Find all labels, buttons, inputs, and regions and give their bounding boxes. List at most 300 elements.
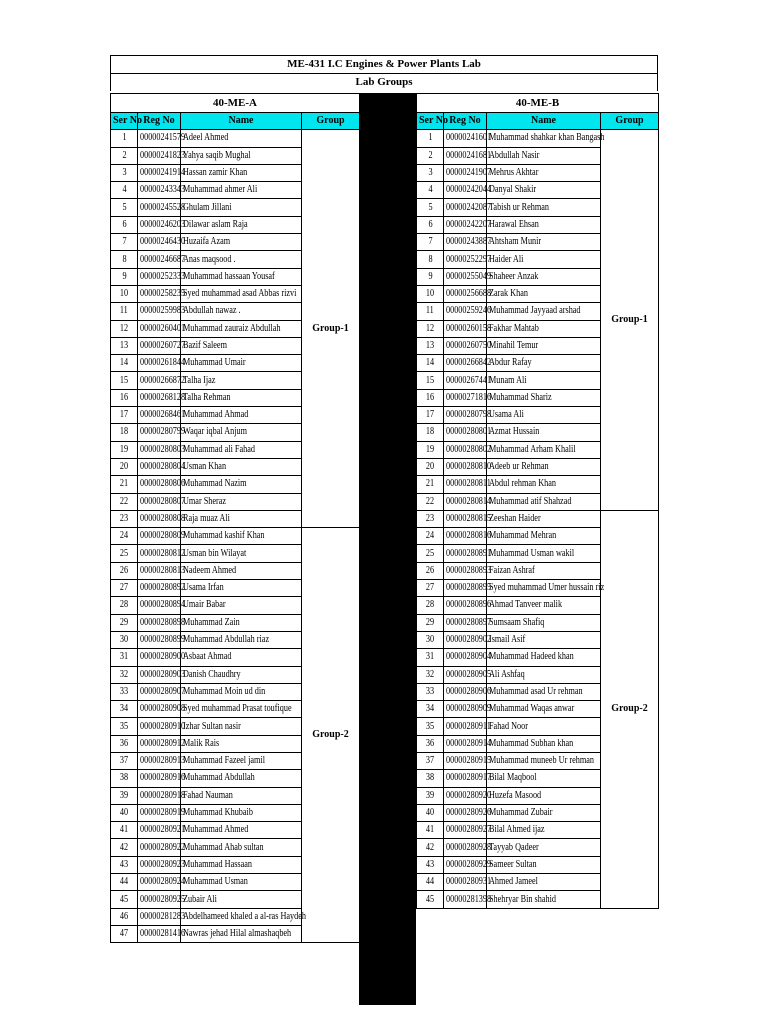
- serial-number: 41: [111, 822, 138, 839]
- serial-number: 42: [111, 839, 138, 856]
- column-header-group: Group: [601, 113, 659, 130]
- student-name: Muhammad ahmer Ali: [181, 182, 302, 199]
- serial-number: 17: [417, 407, 444, 424]
- serial-number: 32: [111, 666, 138, 683]
- serial-number: 21: [417, 476, 444, 493]
- reg-number: 00000243343: [138, 182, 181, 199]
- student-name: Huzaifa Azam: [181, 234, 302, 251]
- student-name: Fahad Noor: [487, 718, 601, 735]
- student-name: Muhammad zauraiz Abdullah: [181, 320, 302, 337]
- reg-number: 00000280907: [138, 683, 181, 700]
- student-name: Muhammad Abdullah riaz: [181, 631, 302, 648]
- reg-number: 00000266842: [444, 355, 487, 372]
- student-name: Huzefa Masood: [487, 787, 601, 804]
- serial-number: 16: [417, 389, 444, 406]
- column-header-ser-no: Ser No: [417, 113, 444, 130]
- student-name: Harawal Ehsan: [487, 216, 601, 233]
- serial-number: 35: [417, 718, 444, 735]
- student-name: Usman Khan: [181, 458, 302, 475]
- serial-number: 34: [417, 701, 444, 718]
- column-header-name: Name: [181, 113, 302, 130]
- serial-number: 5: [111, 199, 138, 216]
- student-name: Bilal Ahmed ijaz: [487, 822, 601, 839]
- student-name: Muhammad atif Shahzad: [487, 493, 601, 510]
- student-name: Asbaat Ahmad: [181, 649, 302, 666]
- student-name: Syed muhammad Umer hussain riz: [487, 580, 601, 597]
- serial-number: 11: [417, 303, 444, 320]
- reg-number: 00000246430: [138, 234, 181, 251]
- reg-number: 00000280812: [138, 545, 181, 562]
- student-name: Zubair Ali: [181, 891, 302, 908]
- column-header-reg-no: Reg No: [138, 113, 181, 130]
- student-name: Shehryar Bin shahid: [487, 891, 601, 908]
- reg-number: 00000280925: [138, 891, 181, 908]
- student-name: Muhammad Waqas anwar: [487, 701, 601, 718]
- serial-number: 44: [417, 874, 444, 891]
- student-name: Shaheer Anzak: [487, 268, 601, 285]
- student-name: Hassan zamir Khan: [181, 164, 302, 181]
- student-name: Muhammad Moin ud din: [181, 683, 302, 700]
- serial-number: 4: [111, 182, 138, 199]
- reg-number: 00000280921: [138, 822, 181, 839]
- student-name: Ismail Asif: [487, 631, 601, 648]
- reg-number: 00000280923: [138, 856, 181, 873]
- serial-number: 43: [417, 856, 444, 873]
- serial-number: 46: [111, 908, 138, 925]
- serial-number: 25: [417, 545, 444, 562]
- reg-number: 00000260727: [138, 337, 181, 354]
- student-name: Muhammad Zain: [181, 614, 302, 631]
- reg-number: 00000255049: [444, 268, 487, 285]
- reg-number: 00000280806: [138, 476, 181, 493]
- student-name: Malik Rais: [181, 735, 302, 752]
- reg-number: 00000280899: [138, 631, 181, 648]
- student-name: Ahtsham Munir: [487, 234, 601, 251]
- document-subtitle: Lab Groups: [355, 76, 413, 88]
- reg-number: 00000280911: [444, 718, 487, 735]
- student-name: Muhammad Jayyaad arshad: [487, 303, 601, 320]
- student-name: Nadeem Ahmed: [181, 562, 302, 579]
- serial-number: 36: [111, 735, 138, 752]
- reg-number: 00000280900: [138, 649, 181, 666]
- serial-number: 29: [111, 614, 138, 631]
- student-name: Muhammad Abdullah: [181, 770, 302, 787]
- student-name: Waqar iqbal Anjum: [181, 424, 302, 441]
- reg-number: 00000280931: [444, 874, 487, 891]
- serial-number: 39: [111, 787, 138, 804]
- student-name: Anas maqsood .: [181, 251, 302, 268]
- subtitle-row: [110, 73, 658, 91]
- reg-number: 00000280913: [138, 752, 181, 769]
- column-header-ser-no: Ser No: [111, 113, 138, 130]
- section-table-40-me-b: [416, 93, 659, 909]
- table-row: [111, 528, 360, 545]
- reg-number: 00000267441: [444, 372, 487, 389]
- serial-number: 45: [417, 891, 444, 908]
- student-name: Haider Ali: [487, 251, 601, 268]
- student-name: Abdelhameed khaled a al-ras Haydeh: [181, 908, 302, 925]
- student-name: Muhammad Ahmad: [181, 407, 302, 424]
- serial-number: 14: [417, 355, 444, 372]
- student-name: Usman bin Wilayat: [181, 545, 302, 562]
- serial-number: 2: [417, 147, 444, 164]
- serial-number: 47: [111, 925, 138, 942]
- table-row: [417, 510, 659, 527]
- student-name: Fakhar Mahtab: [487, 320, 601, 337]
- serial-number: 37: [111, 752, 138, 769]
- reg-number: 00000280804: [138, 458, 181, 475]
- student-name: Munam Ali: [487, 372, 601, 389]
- reg-number: 00000260750: [444, 337, 487, 354]
- student-name: Syed muhammad asad Abbas rizvi: [181, 285, 302, 302]
- reg-number: 00000268461: [138, 407, 181, 424]
- serial-number: 8: [111, 251, 138, 268]
- reg-number: 00000242087: [444, 199, 487, 216]
- reg-number: 00000280891: [444, 545, 487, 562]
- column-header-name: Name: [487, 113, 601, 130]
- student-name: Izhar Sultan nasir: [181, 718, 302, 735]
- reg-number: 00000242207: [444, 216, 487, 233]
- serial-number: 28: [417, 597, 444, 614]
- serial-number: 45: [111, 891, 138, 908]
- student-name: Adeel Ahmed: [181, 130, 302, 147]
- group-label: Group-1: [601, 130, 659, 511]
- serial-number: 2: [111, 147, 138, 164]
- reg-number: 00000281283: [138, 908, 181, 925]
- serial-number: 31: [111, 649, 138, 666]
- serial-number: 7: [417, 234, 444, 251]
- reg-number: 00000252333: [138, 268, 181, 285]
- student-name: Danyal Shakir: [487, 182, 601, 199]
- serial-number: 11: [111, 303, 138, 320]
- student-name: Nawras jehad Hilal almashaqbeh: [181, 925, 302, 942]
- student-name: Talha Rehman: [181, 389, 302, 406]
- serial-number: 34: [111, 701, 138, 718]
- table-row: [111, 130, 360, 147]
- reg-number: 00000280912: [138, 735, 181, 752]
- reg-number: 00000280926: [444, 804, 487, 821]
- student-name: Muhammad muneeb Ur rehman: [487, 752, 601, 769]
- reg-number: 00000259246: [444, 303, 487, 320]
- reg-number: 00000280928: [444, 839, 487, 856]
- column-header-group: Group: [302, 113, 360, 130]
- reg-number: 00000241914: [138, 164, 181, 181]
- reg-number: 00000280903: [138, 666, 181, 683]
- section-title: 40-ME-A: [111, 94, 360, 113]
- student-name: Muhammad ali Fahad: [181, 441, 302, 458]
- reg-number: 00000258235: [138, 285, 181, 302]
- student-name: Ahmad Tanveer malik: [487, 597, 601, 614]
- reg-number: 00000246687: [138, 251, 181, 268]
- student-name: Muhammad kashif Khan: [181, 528, 302, 545]
- reg-number: 00000280914: [444, 735, 487, 752]
- reg-number: 00000280915: [444, 752, 487, 769]
- serial-number: 38: [417, 770, 444, 787]
- reg-number: 00000281398: [444, 891, 487, 908]
- serial-number: 24: [111, 528, 138, 545]
- student-name: Faizan Ashraf: [487, 562, 601, 579]
- reg-number: 00000280810: [444, 458, 487, 475]
- reg-number: 00000245528: [138, 199, 181, 216]
- student-name: Usama Irfan: [181, 580, 302, 597]
- serial-number: 29: [417, 614, 444, 631]
- serial-number: 30: [111, 631, 138, 648]
- serial-number: 30: [417, 631, 444, 648]
- student-name: Abdullah Nasir: [487, 147, 601, 164]
- section-table-40-me-a: [110, 93, 360, 943]
- serial-number: 38: [111, 770, 138, 787]
- student-name: Muhammad Zubair: [487, 804, 601, 821]
- reg-number: 00000280909: [444, 701, 487, 718]
- serial-number: 1: [111, 130, 138, 147]
- serial-number: 31: [417, 649, 444, 666]
- serial-number: 8: [417, 251, 444, 268]
- reg-number: 00000280799: [138, 424, 181, 441]
- reg-number: 00000268128: [138, 389, 181, 406]
- reg-number: 00000260158: [444, 320, 487, 337]
- serial-number: 13: [417, 337, 444, 354]
- student-name: Talha Ijaz: [181, 372, 302, 389]
- student-name: Muhammad Umair: [181, 355, 302, 372]
- reg-number: 00000280922: [138, 839, 181, 856]
- student-name: Adeeb ur Rehman: [487, 458, 601, 475]
- reg-number: 00000280902: [444, 631, 487, 648]
- serial-number: 32: [417, 666, 444, 683]
- student-name: Muhammad Subhan khan: [487, 735, 601, 752]
- serial-number: 17: [111, 407, 138, 424]
- serial-number: 40: [111, 804, 138, 821]
- student-name: Ghulam Jillani: [181, 199, 302, 216]
- serial-number: 42: [417, 839, 444, 856]
- student-name: Abdullah nawaz .: [181, 303, 302, 320]
- serial-number: 5: [417, 199, 444, 216]
- student-name: Muhammad asad Ur rehman: [487, 683, 601, 700]
- reg-number: 00000280917: [444, 770, 487, 787]
- serial-number: 23: [111, 510, 138, 527]
- student-name: Muhammad Hassaan: [181, 856, 302, 873]
- serial-number: 26: [417, 562, 444, 579]
- serial-number: 9: [111, 268, 138, 285]
- reg-number: 00000280811: [444, 476, 487, 493]
- serial-number: 6: [417, 216, 444, 233]
- reg-number: 00000280906: [444, 683, 487, 700]
- reg-number: 00000280919: [138, 804, 181, 821]
- serial-number: 36: [417, 735, 444, 752]
- reg-number: 00000280807: [138, 493, 181, 510]
- reg-number: 00000241681: [444, 147, 487, 164]
- reg-number: 00000280896: [444, 597, 487, 614]
- serial-number: 18: [417, 424, 444, 441]
- student-name: Tabish ur Rehman: [487, 199, 601, 216]
- serial-number: 33: [417, 683, 444, 700]
- serial-number: 6: [111, 216, 138, 233]
- reg-number: 00000280910: [138, 718, 181, 735]
- student-name: Muhammad Arham Khalil: [487, 441, 601, 458]
- column-header-reg-no: Reg No: [444, 113, 487, 130]
- student-name: Sameer Sultan: [487, 856, 601, 873]
- student-name: Syed muhammad Prasat toufique: [181, 701, 302, 718]
- reg-number: 00000280920: [444, 787, 487, 804]
- serial-number: 28: [111, 597, 138, 614]
- student-name: Muhammad shahkar khan Bangash: [487, 130, 601, 147]
- reg-number: 00000280814: [444, 493, 487, 510]
- serial-number: 3: [417, 164, 444, 181]
- student-name: Mehrus Akhtar: [487, 164, 601, 181]
- reg-number: 00000256688: [444, 285, 487, 302]
- serial-number: 1: [417, 130, 444, 147]
- document-title: ME-431 I.C Engines & Power Plants Lab: [287, 58, 481, 70]
- serial-number: 25: [111, 545, 138, 562]
- serial-number: 27: [111, 580, 138, 597]
- student-name: Dilawar aslam Raja: [181, 216, 302, 233]
- reg-number: 00000280908: [138, 701, 181, 718]
- reg-number: 00000280918: [138, 787, 181, 804]
- student-name: Zeeshan Haider: [487, 510, 601, 527]
- reg-number: 00000280803: [138, 441, 181, 458]
- serial-number: 14: [111, 355, 138, 372]
- reg-number: 00000280816: [444, 528, 487, 545]
- serial-number: 10: [111, 285, 138, 302]
- serial-number: 3: [111, 164, 138, 181]
- serial-number: 15: [111, 372, 138, 389]
- student-name: Abdur Rafay: [487, 355, 601, 372]
- lab-groups-sheet: [110, 55, 658, 940]
- reg-number: 00000280809: [138, 528, 181, 545]
- reg-number: 00000281416: [138, 925, 181, 942]
- student-name: Muhammad Fazeel jamil: [181, 752, 302, 769]
- reg-number: 00000266872: [138, 372, 181, 389]
- student-name: Ahmed Jameel: [487, 874, 601, 891]
- student-name: Fahad Nauman: [181, 787, 302, 804]
- reg-number: 00000280916: [138, 770, 181, 787]
- serial-number: 18: [111, 424, 138, 441]
- serial-number: 12: [111, 320, 138, 337]
- reg-number: 00000280897: [444, 614, 487, 631]
- serial-number: 27: [417, 580, 444, 597]
- student-name: Muhammad Ahmed: [181, 822, 302, 839]
- reg-number: 00000280801: [444, 424, 487, 441]
- student-name: Muhammad Usman wakil: [487, 545, 601, 562]
- reg-number: 00000260401: [138, 320, 181, 337]
- reg-number: 00000243887: [444, 234, 487, 251]
- serial-number: 39: [417, 787, 444, 804]
- reg-number: 00000241907: [444, 164, 487, 181]
- serial-number: 15: [417, 372, 444, 389]
- reg-number: 00000280898: [138, 614, 181, 631]
- black-separator: [359, 93, 416, 1005]
- student-name: Minahil Temur: [487, 337, 601, 354]
- reg-number: 00000280813: [138, 562, 181, 579]
- reg-number: 00000280798: [444, 407, 487, 424]
- serial-number: 9: [417, 268, 444, 285]
- reg-number: 00000280893: [444, 562, 487, 579]
- student-name: Muhammad Usman: [181, 874, 302, 891]
- reg-number: 00000280892: [138, 580, 181, 597]
- student-name: Muhammad Ahab sultan: [181, 839, 302, 856]
- section-title: 40-ME-B: [417, 94, 659, 113]
- serial-number: 20: [417, 458, 444, 475]
- serial-number: 13: [111, 337, 138, 354]
- serial-number: 4: [417, 182, 444, 199]
- reg-number: 00000252297: [444, 251, 487, 268]
- serial-number: 22: [111, 493, 138, 510]
- student-name: Umair Babar: [181, 597, 302, 614]
- reg-number: 00000241579: [138, 130, 181, 147]
- student-name: Sumsaam Shafiq: [487, 614, 601, 631]
- serial-number: 43: [111, 856, 138, 873]
- student-name: Muhammad Khubaib: [181, 804, 302, 821]
- serial-number: 22: [417, 493, 444, 510]
- student-name: Azmat Hussain: [487, 424, 601, 441]
- group-label: Group-2: [302, 528, 360, 943]
- student-name: Bilal Maqbool: [487, 770, 601, 787]
- serial-number: 10: [417, 285, 444, 302]
- student-name: Muhammad Shariz: [487, 389, 601, 406]
- student-name: Tayyab Qadeer: [487, 839, 601, 856]
- student-name: Muhammad Nazim: [181, 476, 302, 493]
- serial-number: 21: [111, 476, 138, 493]
- reg-number: 00000280894: [138, 597, 181, 614]
- serial-number: 40: [417, 804, 444, 821]
- serial-number: 7: [111, 234, 138, 251]
- student-name: Usama Ali: [487, 407, 601, 424]
- reg-number: 00000246203: [138, 216, 181, 233]
- serial-number: 12: [417, 320, 444, 337]
- student-name: Abdul rehman Khan: [487, 476, 601, 493]
- student-name: Muhammad Hadeed khan: [487, 649, 601, 666]
- serial-number: 41: [417, 822, 444, 839]
- serial-number: 19: [111, 441, 138, 458]
- student-name: Muhammad Mehran: [487, 528, 601, 545]
- serial-number: 33: [111, 683, 138, 700]
- reg-number: 00000241601: [444, 130, 487, 147]
- reg-number: 00000242044: [444, 182, 487, 199]
- serial-number: 26: [111, 562, 138, 579]
- student-name: Bazif Saleem: [181, 337, 302, 354]
- serial-number: 37: [417, 752, 444, 769]
- student-name: Muhammad hassaan Yousaf: [181, 268, 302, 285]
- title-row: [110, 55, 658, 73]
- student-name: Umar Sheraz: [181, 493, 302, 510]
- reg-number: 00000280905: [444, 666, 487, 683]
- reg-number: 00000259983: [138, 303, 181, 320]
- serial-number: 35: [111, 718, 138, 735]
- student-name: Yahya saqib Mughal: [181, 147, 302, 164]
- serial-number: 23: [417, 510, 444, 527]
- student-name: Ali Ashfaq: [487, 666, 601, 683]
- student-name: Danish Chaudhry: [181, 666, 302, 683]
- serial-number: 20: [111, 458, 138, 475]
- serial-number: 16: [111, 389, 138, 406]
- reg-number: 00000280927: [444, 822, 487, 839]
- serial-number: 44: [111, 874, 138, 891]
- reg-number: 00000280924: [138, 874, 181, 891]
- reg-number: 00000280904: [444, 649, 487, 666]
- student-name: Zarak Khan: [487, 285, 601, 302]
- reg-number: 00000280808: [138, 510, 181, 527]
- group-label: Group-1: [302, 130, 360, 528]
- reg-number: 00000280929: [444, 856, 487, 873]
- table-row: [417, 130, 659, 147]
- reg-number: 00000280895: [444, 580, 487, 597]
- serial-number: 19: [417, 441, 444, 458]
- reg-number: 00000280815: [444, 510, 487, 527]
- reg-number: 00000261844: [138, 355, 181, 372]
- group-label: Group-2: [601, 510, 659, 908]
- reg-number: 00000280802: [444, 441, 487, 458]
- student-name: Raja muaz Ali: [181, 510, 302, 527]
- serial-number: 24: [417, 528, 444, 545]
